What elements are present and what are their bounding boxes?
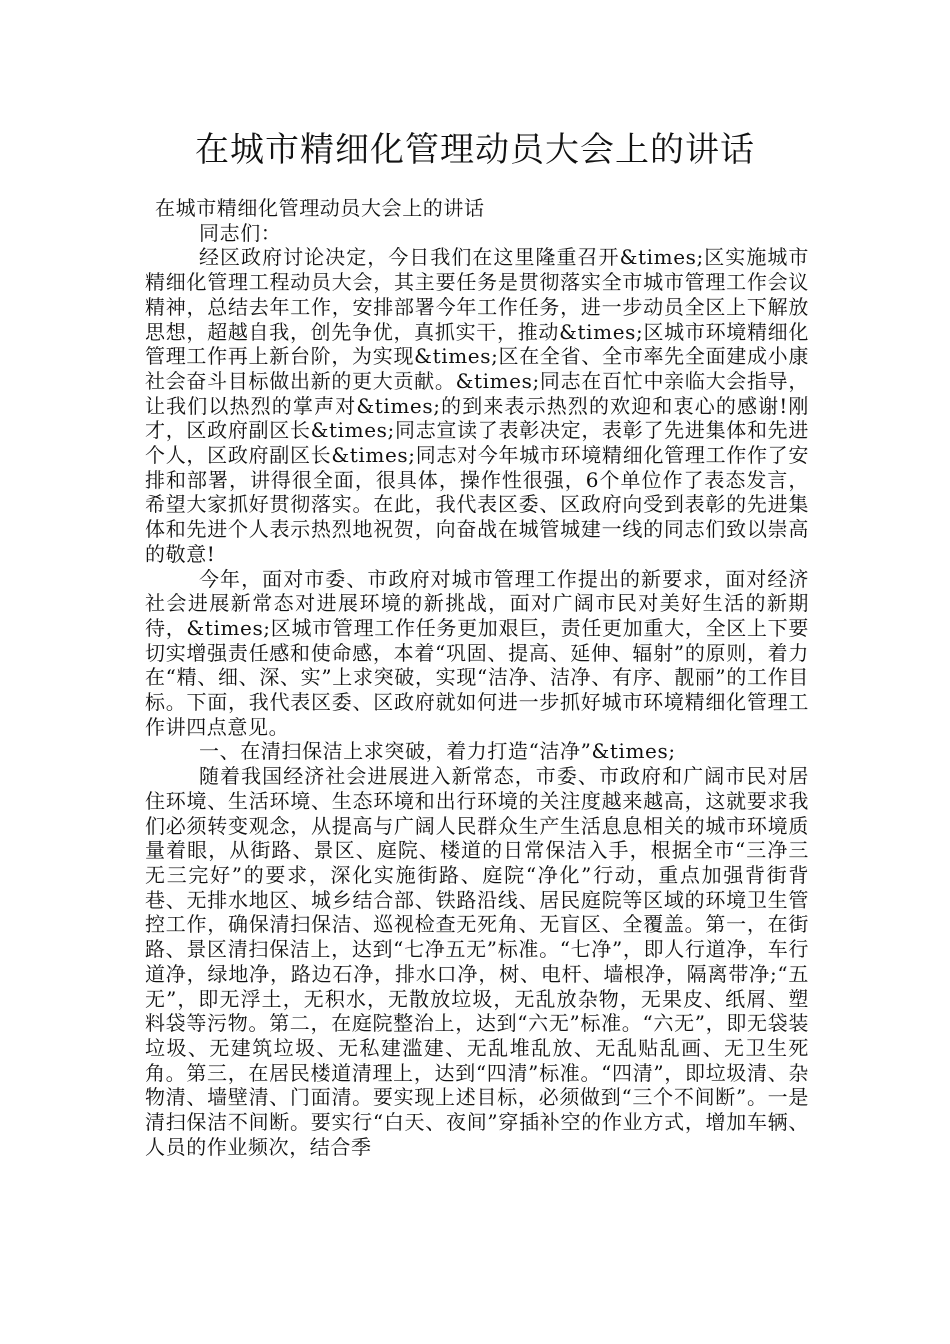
document-body bbox=[145, 196, 809, 1159]
document-subtitle: 在城市精细化管理动员大会上的讲话 bbox=[155, 196, 485, 220]
document-title: 在城市精细化管理动员大会上的讲话 bbox=[195, 130, 755, 170]
paragraph-cleaning: 随着我国经济社会进展进入新常态，市委、市政府和广阔市民对居住环境、生活环境、生态环境和出行环境的关注度越来越高，这就要求我们必须转变观念，从提高与广阔人民群众生产生活息息相关的城市环境质量着眼，从街路、景区、庭院、楼道的日常保洁入手，根据全市“三净三无三完好”的要求，深化实施街路、庭院“净化”行动，重点加强背街背巷、无排水地区、城乡结合部、铁路沿线、居民庭院等区域的环境卫生管控工作，确保清扫保洁、巡视检查无死角、无盲区、全覆盖。第一，在街路、景区清扫保洁上，达到“七净五无”标准。“七净”，即人行道净，车行道净，绿地净，路边石净，排水口净，树、电杆、墙根净，隔离带净;“五无”，即无浮土，无积水，无散放垃圾，无乱放杂物，无果皮、纸屑、塑料袋等污物。第二，在庭院整治上，达到“六无”标准。“六无”，即无袋装垃圾、无建筑垃圾、无私建滥建、无乱堆乱放、无乱贴乱画、无卫生死角。第三，在居民楼道清理上，达到“四清”标准。“四清”，即垃圾清、杂物清、墙壁清、门面清。要实现上述目标，必须做到“三个不间断”。一是清扫保洁不间断。要实行“白天、夜间”穿插补空的作业方式，增加车辆、人员的作业频次，结合季 bbox=[145, 764, 809, 1159]
paragraph-this-year: 今年，面对市委、市政府对城市管理工作提出的新要求，面对经济社会进展新常态对进展环境的新挑战，面对广阔市民对美好生活的新期待，&times;区城市管理工作任务更加艰巨，责任更加重大，全区上下要切实增强责任感和使命感，本着“巩固、提高、延伸、辐射”的原则，着力在“精、细、深、实”上求突破，实现“洁净、洁净、有序、靓丽”的工作目标。下面，我代表区委、区政府就如何进一步抓好城市环境精细化管理工作讲四点意见。 bbox=[145, 566, 809, 739]
section-heading-1: 一、在清扫保洁上求突破，着力打造“洁净”&times; bbox=[199, 739, 676, 764]
paragraph-opening: 经区政府讨论决定，今日我们在这里隆重召开&times;区实施城市精细化管理工程动员大会，其主要任务是贯彻落实全市城市管理工作会议精神，总结去年工作，安排部署今年工作任务，进一步动员全区上下解放思想，超越自我，创先争优，真抓实干，推动&times;区城市环境精细化管理工作再上新台阶，为实现&times;区在全省、全市率先全面建成小康社会奋斗目标做出新的更大贡献。&times;同志在百忙中亲临大会指导，让我们以热烈的掌声对&times;的到来表示热烈的欢迎和衷心的感谢!刚才，区政府副区长&times;同志宣读了表彰决定，表彰了先进集体和先进个人，区政府副区长&times;同志对今年城市环境精细化管理工作作了安排和部署，讲得很全面，很具体，操作性很强，6个单位作了表态发言，希望大家抓好贯彻落实。在此，我代表区委、区政府向受到表彰的先进集体和先进个人表示热烈地祝贺，向奋战在城管城建一线的同志们致以崇高的敬意! bbox=[145, 245, 809, 566]
salutation: 同志们： bbox=[199, 220, 282, 245]
